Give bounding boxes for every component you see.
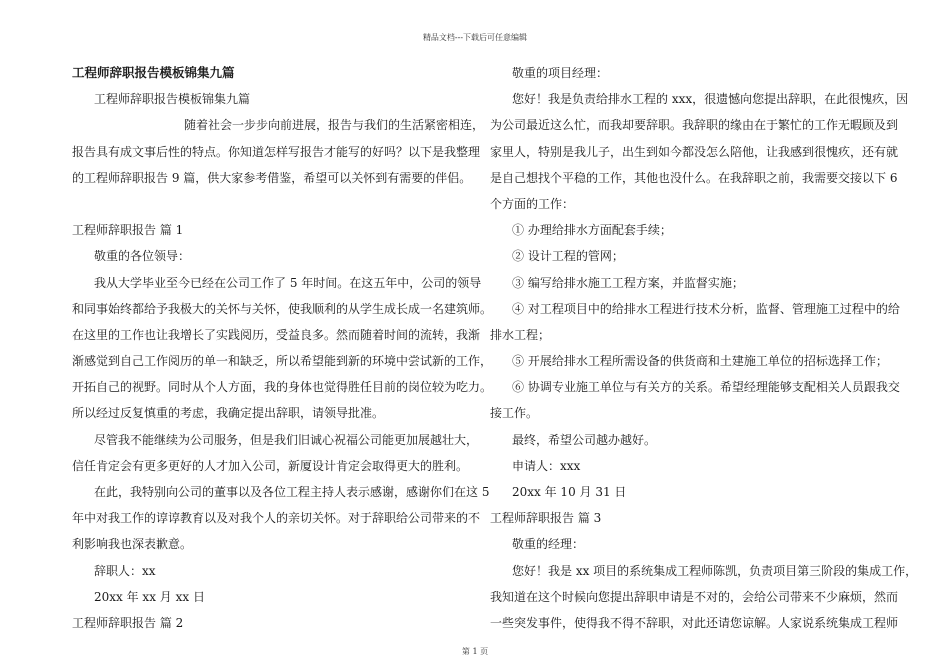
paragraph-line: 开拓自己的视野。同时从个人方面，我的身体也觉得胜任目前的岗位较为吃力。 bbox=[72, 380, 493, 395]
closing: 最终，希望公司越办越好。 bbox=[512, 432, 657, 447]
list-item: ③ 编写给排水施工工程方案，并监督实施； bbox=[512, 275, 744, 290]
paragraph-line: 尽管我不能继续为公司服务，但是我们旧诚心祝福公司能更加展越壮大， bbox=[94, 432, 479, 447]
paragraph-line: 我从大学毕业至今已经在公司工作了 5 年时间。在这五年中，公司的领导 bbox=[94, 275, 482, 290]
intro-line: 报告具有成文事后性的特点。你知道怎样写报告才能写的好吗？以下是我整理 bbox=[72, 144, 481, 159]
salutation: 敬重的项目经理： bbox=[512, 66, 609, 80]
paragraph-line: 家里人，特别是我儿子，出生到如今都没怎么陪他，让我感到很愧疚，还有就 bbox=[490, 144, 899, 159]
document-subtitle: 工程师辞职报告模板锦集九篇 bbox=[94, 92, 251, 107]
date: 20xx 年 10 月 31 日 bbox=[512, 485, 627, 499]
document-title: 工程师辞职报告模板锦集九篇 bbox=[72, 65, 235, 80]
list-item-continuation: 排水工程； bbox=[490, 327, 551, 342]
paragraph-line: 您好！我是 xx 项目的系统集成工程师陈凯，负责项目第三阶段的集成工作， bbox=[512, 563, 918, 578]
paragraph-line: 所以经过反复慎重的考虑，我确定提出辞职，请领导批准。 bbox=[72, 406, 385, 421]
intro-line: 随着社会一步步向前进展，报告与我们的生活紧密相连， bbox=[184, 118, 485, 133]
signature: 申请人：xxx bbox=[512, 458, 581, 473]
paragraph-line: 在此，我特别向公司的董事以及各位工程主持人表示感谢，感谢你们在这 5 bbox=[94, 485, 490, 499]
paragraph-line: 一些突发事件，使得我不得不辞职，对此还请您谅解。人家说系统集成工程师 bbox=[490, 615, 899, 630]
paragraph-line: 年中对我工作的谆谆教育以及对我个人的亲切关怀。对于辞职给公司带来的不 bbox=[72, 511, 481, 526]
paragraph-line: 和同事始终都给予我极大的关怀与关怀，使我顺利的从学生成长成一名建筑师。 bbox=[72, 301, 493, 316]
section-heading-3: 工程师辞职报告 篇 3 bbox=[490, 511, 602, 526]
list-item: ⑥ 协调专业施工单位与有关方的关系。希望经理能够支配相关人员跟我交 bbox=[512, 380, 900, 395]
list-item: ① 办理给排水方面配套手续； bbox=[512, 223, 672, 238]
section-heading-2: 工程师辞职报告 篇 2 bbox=[72, 615, 184, 630]
paragraph-line: 利影响我也深表歉意。 bbox=[72, 537, 193, 552]
paragraph-line: 渐感觉到自己工作阅历的单一和缺乏，所以希望能到新的环境中尝试新的工作， bbox=[72, 354, 493, 369]
salutation: 敬重的各位领导： bbox=[94, 249, 191, 264]
spacer bbox=[72, 191, 450, 217]
salutation: 敬重的经理： bbox=[512, 537, 585, 552]
paragraph-line: 为公司最近这么忙，而我却要辞职。我辞职的缘由在于繁忙的工作无暇顾及到 bbox=[490, 118, 899, 133]
date: 20xx 年 xx 月 xx 日 bbox=[94, 589, 205, 604]
page-footer: 第 1 页 bbox=[461, 647, 489, 656]
list-item: ⑤ 开展给排水工程所需设备的供货商和土建施工单位的招标选择工作； bbox=[512, 354, 888, 369]
section-heading-1: 工程师辞职报告 篇 1 bbox=[72, 223, 184, 238]
paragraph-line: 是自己想找个平稳的工作，其他也没什么。在我辞职之前，我需要交接以下 6 bbox=[490, 170, 898, 185]
paragraph-line: 在这里的工作也让我增长了实践阅历，受益良多。然而随着时间的流转，我渐 bbox=[72, 327, 481, 342]
list-item: ② 设计工程的管网； bbox=[512, 249, 624, 264]
paragraph-line: 信任肯定会有更多更好的人才加入公司，新厦设计肯定会取得更大的胜利。 bbox=[72, 458, 469, 473]
paragraph-line: 个方面的工作： bbox=[490, 196, 575, 211]
intro-line: 的工程师辞职报告 9 篇，供大家参考借鉴，希望可以关怀到有需要的伴侣。 bbox=[72, 170, 472, 185]
page-header: 精品文档---下载后可任意编辑 bbox=[422, 33, 528, 42]
paragraph-line: 您好！我是负责给排水工程的 xxx，很遗憾向您提出辞职，在此很愧疚，因 bbox=[512, 92, 909, 107]
list-item-continuation: 接工作。 bbox=[490, 406, 539, 421]
signature: 辞职人：xx bbox=[94, 563, 156, 578]
right-column bbox=[490, 60, 918, 636]
left-column bbox=[72, 60, 493, 636]
list-item: ④ 对工程项目中的给排水工程进行技术分析，监督、管理施工过程中的给 bbox=[512, 301, 900, 316]
paragraph-line: 我知道在这个时候向您提出辞职申请是不对的，会给公司带来不少麻烦，然而 bbox=[490, 589, 899, 604]
